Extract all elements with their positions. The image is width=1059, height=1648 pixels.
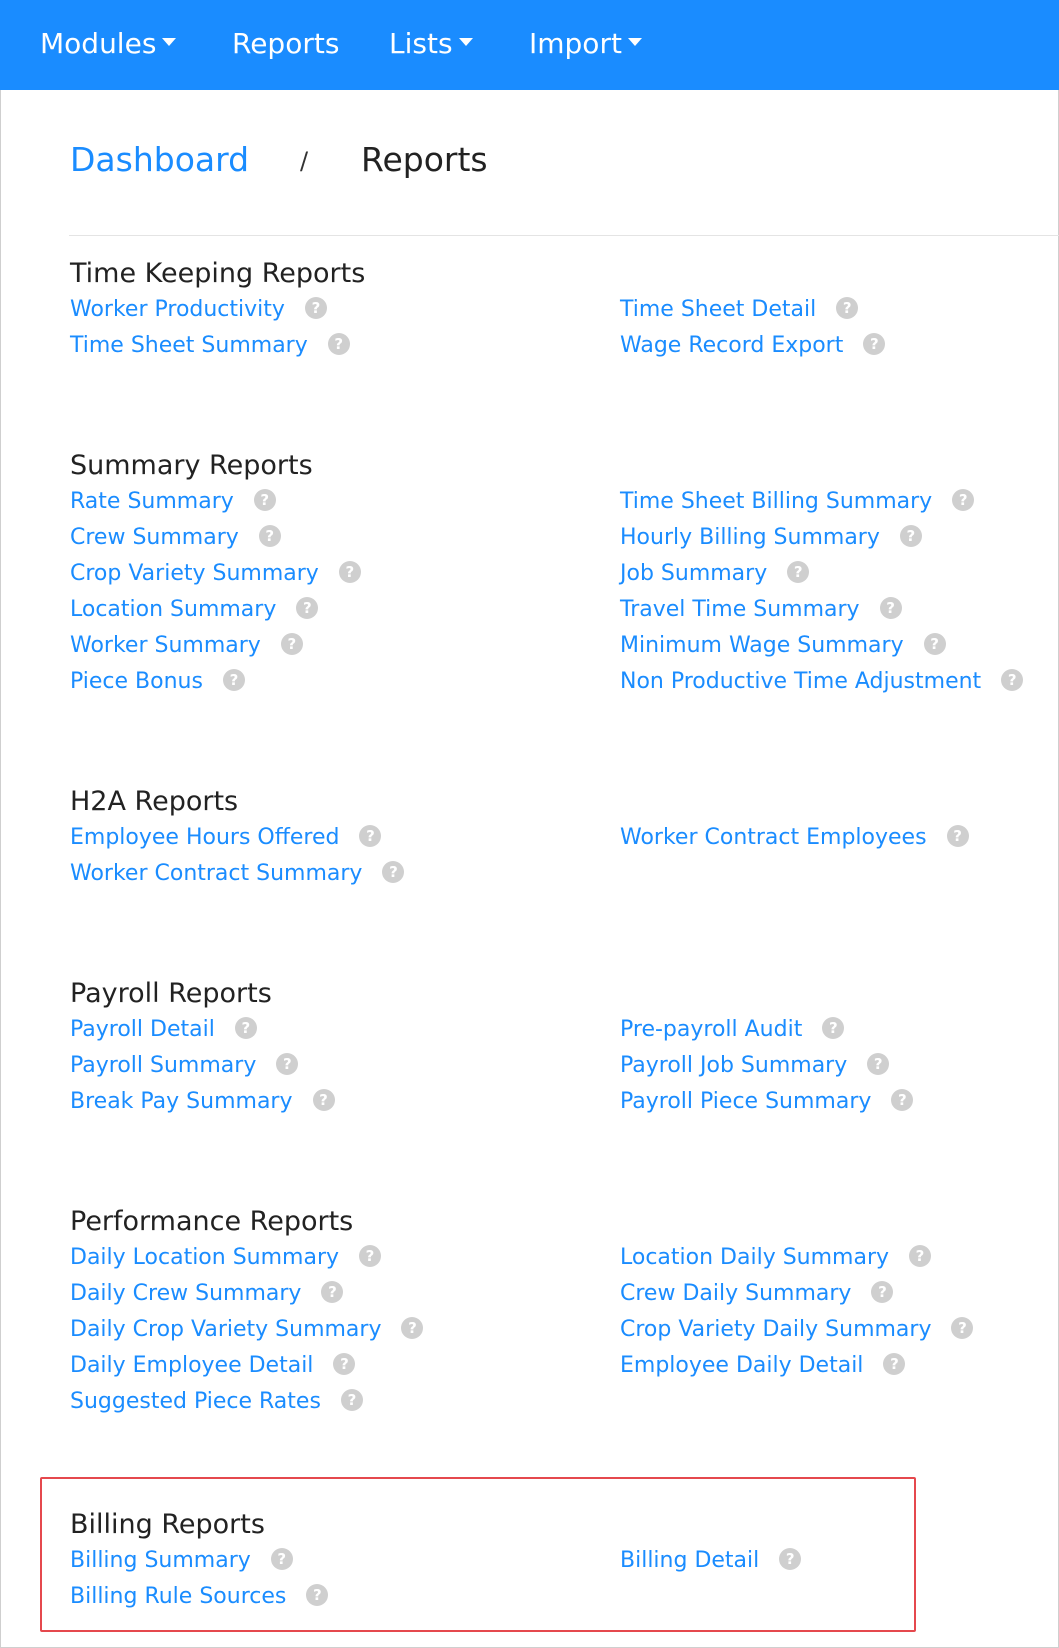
help-question-icon[interactable]: ? [924,633,946,655]
report-link[interactable] [70,1015,257,1045]
report-link-label: Worker Contract Employees [620,825,927,850]
report-link-label: Time Sheet Billing Summary [620,489,933,514]
report-link[interactable] [620,1243,931,1273]
section-title: Time Keeping Reports [70,258,366,289]
report-link[interactable] [70,667,245,697]
report-link-label: Location Summary [70,597,277,622]
help-question-icon[interactable]: ? [836,297,858,319]
report-link[interactable] [620,595,902,625]
report-link[interactable] [70,523,281,553]
report-link[interactable] [70,295,327,325]
help-question-icon[interactable]: ? [880,597,902,619]
report-link-label: Employee Hours Offered [70,825,340,850]
report-link-label: Employee Daily Detail [620,1353,864,1378]
caret-down-icon [162,38,176,46]
report-link[interactable] [70,595,318,625]
report-link-label: Time Sheet Summary [70,333,308,358]
help-question-icon[interactable]: ? [787,561,809,583]
help-question-icon[interactable]: ? [271,1548,293,1570]
report-link[interactable] [620,487,974,517]
report-link-label: Payroll Summary [70,1053,257,1078]
report-link-label: Billing Rule Sources [70,1584,287,1609]
report-link-label: Billing Detail [620,1548,760,1573]
help-question-icon[interactable]: ? [341,1389,363,1411]
report-link[interactable] [620,1546,801,1576]
help-question-icon[interactable]: ? [951,1317,973,1339]
report-link-label: Crop Variety Daily Summary [620,1317,932,1342]
report-link[interactable] [70,487,276,517]
top-navbar [0,0,1059,90]
report-link-label: Pre-payroll Audit [620,1017,803,1042]
report-link-label: Rate Summary [70,489,234,514]
report-link[interactable] [70,1087,335,1117]
report-link[interactable] [620,1279,893,1309]
report-link-label: Non Productive Time Adjustment [620,669,982,694]
report-link[interactable] [620,523,922,553]
caret-down-icon [628,38,642,46]
report-link[interactable] [620,1351,905,1381]
help-question-icon[interactable]: ? [863,333,885,355]
help-question-icon[interactable]: ? [254,489,276,511]
help-question-icon[interactable]: ? [1001,669,1023,691]
help-question-icon[interactable]: ? [909,1245,931,1267]
help-question-icon[interactable]: ? [339,561,361,583]
report-link[interactable] [70,1279,343,1309]
report-link[interactable] [620,1315,973,1345]
report-link-label: Location Daily Summary [620,1245,890,1270]
report-link-label: Daily Crop Variety Summary [70,1317,382,1342]
help-question-icon[interactable]: ? [779,1548,801,1570]
report-link[interactable] [70,631,303,661]
report-link[interactable] [70,1051,298,1081]
help-question-icon[interactable]: ? [401,1317,423,1339]
breadcrumb-separator: / [300,147,309,175]
report-link[interactable] [70,331,350,361]
report-link[interactable] [70,859,404,889]
report-link-label: Travel Time Summary [620,597,860,622]
help-question-icon[interactable]: ? [891,1089,913,1111]
help-question-icon[interactable]: ? [359,1245,381,1267]
nav-reports-link[interactable] [232,0,339,90]
report-link-label: Payroll Detail [70,1017,215,1042]
help-question-icon[interactable]: ? [276,1053,298,1075]
nav-modules-label: Modules [40,27,157,60]
help-question-icon[interactable]: ? [883,1353,905,1375]
report-link-label: Minimum Wage Summary [620,633,904,658]
report-link[interactable] [620,1051,889,1081]
help-question-icon[interactable]: ? [867,1053,889,1075]
help-question-icon[interactable]: ? [328,333,350,355]
header-divider [69,235,1059,236]
help-question-icon[interactable]: ? [321,1281,343,1303]
nav-modules-dropdown[interactable] [40,0,176,90]
help-question-icon[interactable]: ? [900,525,922,547]
help-question-icon[interactable]: ? [259,525,281,547]
report-link-label: Daily Crew Summary [70,1281,302,1306]
section-title: H2A Reports [70,786,239,817]
help-question-icon[interactable]: ? [296,597,318,619]
report-link[interactable] [70,1582,328,1612]
section-title: Summary Reports [70,450,313,481]
report-link-label: Daily Employee Detail [70,1353,314,1378]
report-link-label: Payroll Job Summary [620,1053,848,1078]
report-link-label: Daily Location Summary [70,1245,340,1270]
report-link-label: Wage Record Export [620,333,844,358]
help-question-icon[interactable]: ? [359,825,381,847]
report-link[interactable] [70,559,361,589]
report-link[interactable] [620,823,969,853]
help-question-icon[interactable]: ? [235,1017,257,1039]
report-link[interactable] [620,559,809,589]
help-question-icon[interactable]: ? [822,1017,844,1039]
nav-import-label: Import [529,27,622,60]
report-link-label: Billing Summary [70,1548,251,1573]
report-link-label: Worker Productivity [70,297,285,322]
nav-reports-label: Reports [232,27,340,60]
caret-down-icon [459,38,473,46]
breadcrumb-current-page: Reports [361,140,488,179]
report-link[interactable] [70,1387,363,1417]
help-question-icon[interactable]: ? [333,1353,355,1375]
report-link-label: Worker Summary [70,633,261,658]
report-link[interactable] [620,1087,913,1117]
help-question-icon[interactable]: ? [281,633,303,655]
section-title: Billing Reports [70,1509,265,1540]
help-question-icon[interactable]: ? [952,489,974,511]
nav-lists-dropdown[interactable] [389,0,473,90]
report-link[interactable] [70,823,381,853]
help-question-icon[interactable]: ? [305,297,327,319]
help-question-icon[interactable]: ? [947,825,969,847]
nav-lists-label: Lists [389,27,453,60]
report-link[interactable] [70,1315,423,1345]
report-link-label: Time Sheet Detail [620,297,817,322]
report-link[interactable] [70,1351,355,1381]
report-link-label: Piece Bonus [70,669,203,694]
breadcrumb-dashboard-link[interactable]: Dashboard [70,140,250,179]
report-link[interactable] [70,1546,293,1576]
nav-import-dropdown[interactable] [529,0,642,90]
help-question-icon[interactable]: ? [223,669,245,691]
report-link-label: Payroll Piece Summary [620,1089,872,1114]
section-title: Performance Reports [70,1206,354,1237]
help-question-icon[interactable]: ? [313,1089,335,1111]
help-question-icon[interactable]: ? [382,861,404,883]
report-link[interactable] [70,1243,381,1273]
report-link[interactable] [620,331,885,361]
report-link-label: Crew Daily Summary [620,1281,852,1306]
report-link-label: Break Pay Summary [70,1089,293,1114]
report-link-label: Job Summary [620,561,768,586]
report-link-label: Suggested Piece Rates [70,1389,321,1414]
section-title: Payroll Reports [70,978,272,1009]
report-link[interactable] [620,667,1023,697]
report-link-label: Worker Contract Summary [70,861,363,886]
help-question-icon[interactable]: ? [306,1584,328,1606]
report-link-label: Crew Summary [70,525,239,550]
report-link-label: Hourly Billing Summary [620,525,880,550]
report-link[interactable] [620,631,946,661]
report-link-label: Crop Variety Summary [70,561,319,586]
help-question-icon[interactable]: ? [871,1281,893,1303]
report-link[interactable] [620,295,858,325]
report-link[interactable] [620,1015,844,1045]
